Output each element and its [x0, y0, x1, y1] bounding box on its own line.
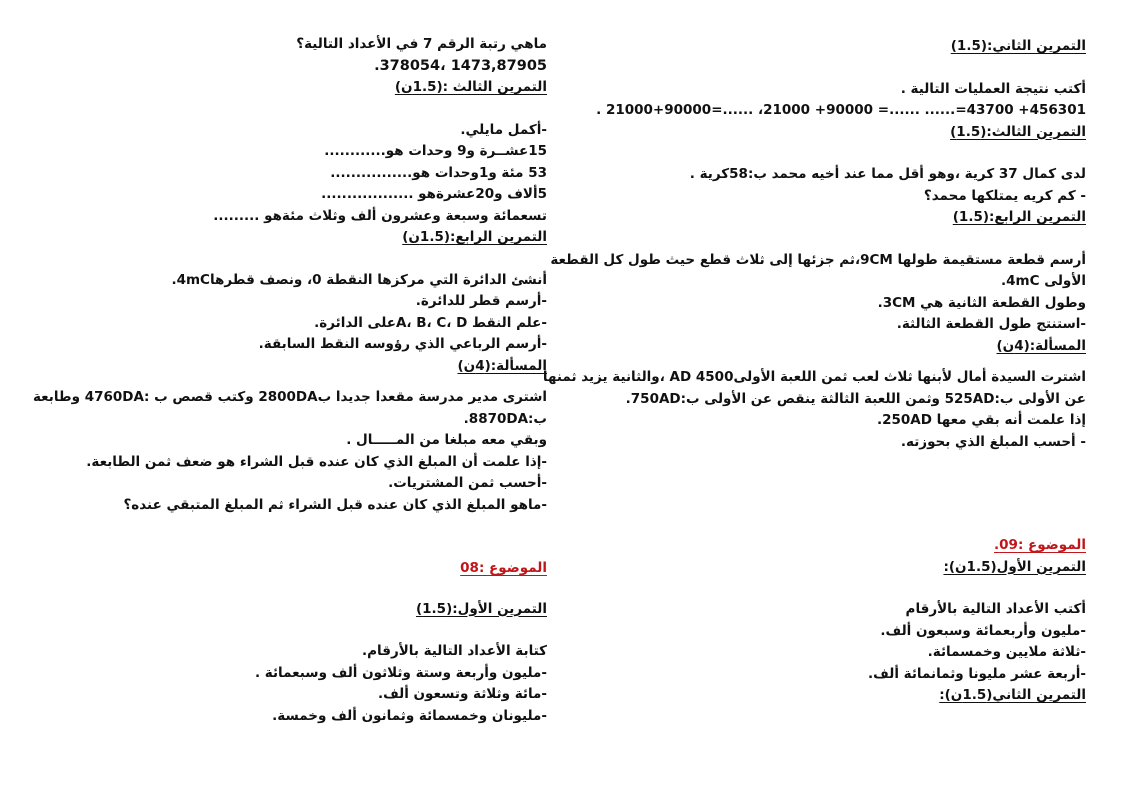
- numbers-line: 1473,87905 ،378054.: [374, 57, 547, 74]
- problem-text-1: اشترى مدير مدرسة مقعدا جديدا ب2800DA وكتب قصص ب :4760DA وطابعة: [32, 389, 547, 405]
- marbles-problem: لدى كمال 37 كرية ،وهو أقل مما عند أخيه محمد ب:58كرية .: [689, 166, 1086, 182]
- quadrilateral-instruction: -أرسم الرباعي الذي رؤوسه النقط السابقة.: [258, 336, 547, 352]
- exercise-2-heading: التمرين الثاني:(1.5): [950, 38, 1086, 54]
- problem-text-5: -أحسب ثمن المشتريات.: [388, 475, 547, 491]
- number-words-1: -مليون وأربعة وستة وثلاثون ألف وسبعمائة .: [254, 664, 547, 681]
- fill-line-1: 15عشــرة و9 وحدات هو............: [324, 143, 547, 159]
- exercise-2b-heading: التمرين الثاني(1.5ن):: [939, 687, 1086, 703]
- write-numbers-instruction: أكتب الأعداد التالية بالأرقام: [905, 601, 1086, 617]
- fill-line-2: 53 مئة و1وحدات هو................: [330, 164, 547, 181]
- circle-instruction: أنشئ الدائرة التي مركزها النقطة 0، ونصف قطرها4mC.: [171, 271, 547, 288]
- right-column: [542, 36, 1086, 707]
- problem-text-2: ب:8870DA.: [463, 410, 547, 427]
- problem-heading: المسألة:(4ن): [996, 337, 1086, 354]
- topic-08-heading: الموضوع :08: [460, 560, 547, 576]
- question-line: ماهي رتبة الرقم 7 في الأعداد التالية؟: [296, 36, 547, 52]
- exercise-3-heading: التمرين الثالث:(1.5): [950, 123, 1086, 140]
- number-words-3: -أربعة عشر مليونا وثمانمائة ألف.: [868, 665, 1086, 682]
- fill-line-4: تسعمائة وسبعة وعشرون ألف وثلاث مئةهو .........: [213, 207, 547, 224]
- problem-heading: المسألة:(4ن): [457, 357, 547, 374]
- topic-09-heading: الموضوع :09.: [994, 537, 1086, 553]
- segment-instruction-3: وطول القطعة الثانية هي 3CM.: [877, 294, 1086, 311]
- operations-line: 456301+ 43700=...... ......= 90000+ 21000، ......=21000+90000 .: [596, 102, 1086, 118]
- number-words-2: -ثلاثة ملايين وخمسمائة.: [927, 644, 1086, 660]
- instruction-line: -أكمل مايلي.: [460, 121, 547, 138]
- segment-instruction-4: -استنتج طول القطعة الثالثة.: [896, 316, 1086, 332]
- operations-instruction: أكتب نتيجة العمليات التالية .: [900, 80, 1086, 97]
- segment-instruction-2: الأولى 4mC.: [1000, 273, 1086, 289]
- toys-problem-3: إذا علمت أنه بقي معها 250AD.: [876, 412, 1086, 428]
- toys-problem-2: عن الأولى ب:525AD وثمن اللعبة الثالثة ينقص عن الأولى ب:750AD.: [625, 390, 1086, 407]
- exercise-3-heading: التمرين الثالث :(1.5ن): [394, 79, 547, 95]
- left-column: [32, 34, 547, 727]
- points-instruction: -علم النقط A، B، C، Dعلى الدائرة.: [314, 314, 547, 331]
- exercise-1-heading: التمرين الأول(1.5ن):: [943, 558, 1086, 575]
- exercise-4-heading: التمرين الرابع:(1.5ن): [402, 229, 547, 245]
- segment-instruction-1: أرسم قطعة مستقيمة طولها 9CM،ثم جزئها إلى ثلاث قطع حيث طول كل القطعة: [550, 251, 1086, 268]
- toys-problem-4: - أحسب المبلغ الذي بحوزته.: [900, 433, 1086, 450]
- number-words-2: -مائة وثلاثة وتسعون ألف.: [377, 686, 547, 702]
- fill-line-3: 5ألاف و20عشرةهو ..................: [321, 186, 547, 202]
- toys-problem-1: اشترت السيدة أمال لأبنها ثلاث لعب ثمن اللعبة الأولى4500 AD ،والثانية يزيد ثمنها: [542, 369, 1086, 385]
- write-numbers-instruction: كتابة الأعداد التالية بالأرقام.: [362, 643, 547, 659]
- marbles-question: - كم كريه يمتلكها محمد؟: [923, 187, 1086, 204]
- number-words-1: -مليون وأربعمائة وسبعون ألف.: [880, 622, 1086, 639]
- problem-text-3: وبقي معه مبلغا من المـــــال .: [346, 432, 547, 448]
- exercise-4-heading: التمرين الرابع:(1.5): [952, 209, 1086, 225]
- diameter-instruction: -أرسم قطر للدائرة.: [415, 293, 547, 309]
- problem-text-6: -ماهو المبلغ الذي كان عنده قبل الشراء ثم المبلغ المتبقي عنده؟: [123, 496, 547, 513]
- number-words-3: -مليونان وخمسمائة وثمانون ألف وخمسة.: [272, 707, 547, 724]
- problem-text-4: -إذا علمت أن المبلغ الذي كان عنده قبل الشراء هو ضعف ثمن الطابعة.: [86, 453, 547, 470]
- exercise-1-heading: التمرين الأول:(1.5): [415, 600, 547, 617]
